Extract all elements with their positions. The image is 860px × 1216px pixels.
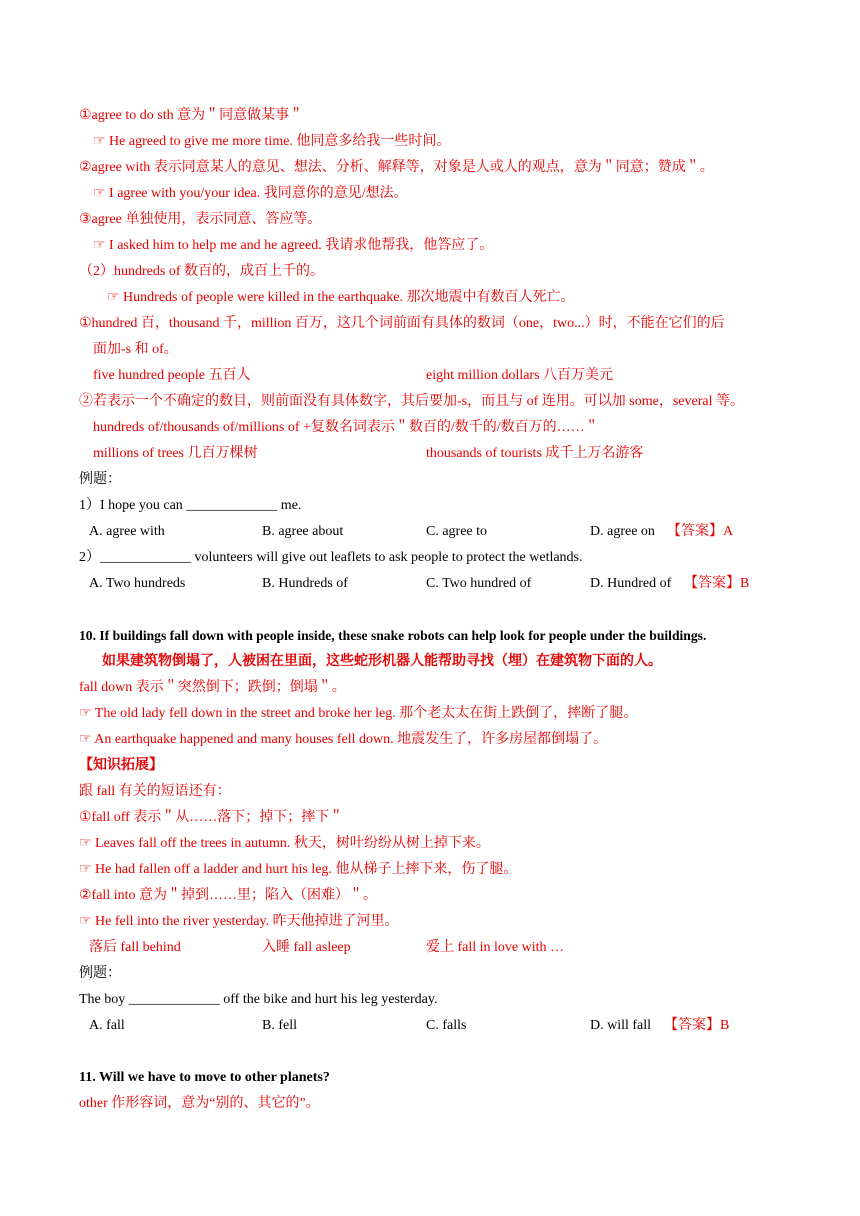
example-label: 例题：	[79, 966, 121, 981]
text-line: ①hundred 百，thousand 千，million 百万，这几个词前面有具体的数词（one，two...）时，不能在它们的后	[79, 316, 725, 331]
text-line: ③agree 单独使用，表示同意、答应等。	[79, 212, 322, 227]
text-line: ①agree to do sth 意为＂同意做某事＂	[79, 108, 304, 123]
answer-label: 【答案】A	[667, 524, 734, 539]
text-line: （2）hundreds of 数百的，成百上千的。	[79, 264, 324, 279]
question-2: 2）_____________ volunteers will give out leaflets to ask people to protect the wetlands.	[79, 550, 583, 565]
section-heading: 10. If buildings fall down with people inside, these snake robots can help look for people under the buildings.	[79, 628, 707, 643]
example-sentence: ☞ Hundreds of people were killed in the earthquake. 那次地震中有数百人死亡。	[107, 290, 575, 305]
option-a: A. fall	[89, 1018, 125, 1033]
text-line: ①fall off 表示＂从……落下；掉下；摔下＂	[79, 810, 344, 825]
section-heading: 11. Will we have to move to other planets?	[79, 1070, 330, 1085]
phrase-example: millions of trees 几百万棵树	[93, 446, 258, 461]
answer-label: 【答案】B	[664, 1018, 730, 1033]
text-line: ②fall into 意为＂掉到……里；陷入（困难）＂。	[79, 888, 377, 903]
phrase-example: five hundred people 五百人	[93, 368, 251, 383]
phrase-example: 爱上 fall in love with …	[426, 940, 565, 955]
option-c: C. falls	[426, 1018, 467, 1033]
option-a: A. agree with	[89, 524, 165, 539]
option-b: B. agree about	[262, 524, 344, 539]
option-d: D. will fall	[590, 1018, 652, 1033]
text-line: 面加-s 和 of。	[93, 342, 178, 357]
text-line: ②agree with 表示同意某人的意见、想法、分析、解释等，对象是人或人的观点，意为＂同意；赞成＂。	[79, 160, 714, 175]
text-line: 跟 fall 有关的短语还有：	[79, 784, 231, 799]
option-c: C. agree to	[426, 524, 488, 539]
text-line: other 作形容词，意为“别的、其它的”。	[79, 1096, 320, 1111]
text-line: ②若表示一个不确定的数目，则前面没有具体数字，其后要加-s，而且与 of 连用。可以加 some，several 等。	[79, 394, 744, 409]
example-sentence: ☞ An earthquake happened and many houses fell down. 地震发生了，许多房屋都倒塌了。	[79, 732, 608, 747]
option-d: D. Hundred of	[590, 576, 672, 591]
section-heading-translation: 如果建筑物倒塌了，人被困在里面，这些蛇形机器人能帮助寻找（埋）在建筑物下面的人。	[102, 654, 662, 669]
text-line: fall down 表示＂突然倒下；跌倒；倒塌＂。	[79, 680, 346, 695]
example-sentence: ☞ He fell into the river yesterday. 昨天他掉进了河里。	[79, 914, 399, 929]
example-sentence: ☞ The old lady fell down in the street and broke her leg. 那个老太太在街上跌倒了，摔断了腿。	[79, 706, 638, 721]
example-sentence: ☞ He had fallen off a ladder and hurt his leg. 他从梯子上摔下来，伤了腿。	[79, 862, 518, 877]
example-sentence: ☞ I asked him to help me and he agreed. 我请求他帮我，他答应了。	[93, 238, 494, 253]
knowledge-extension-label: 【知识拓展】	[79, 758, 163, 773]
answer-label: 【答案】B	[684, 576, 750, 591]
example-sentence: ☞ Leaves fall off the trees in autumn. 秋天，树叶纷纷从树上掉下来。	[79, 836, 490, 851]
question: The boy _____________ off the bike and hurt his leg yesterday.	[79, 992, 438, 1007]
example-sentence: ☞ I agree with you/your idea. 我同意你的意见/想法。	[93, 186, 408, 201]
option-c: C. Two hundred of	[426, 576, 532, 591]
option-a: A. Two hundreds	[89, 576, 186, 591]
question-1: 1）I hope you can _____________ me.	[79, 498, 302, 513]
option-d: D. agree on	[590, 524, 655, 539]
phrase-example: 落后 fall behind	[89, 940, 181, 955]
text-line: hundreds of/thousands of/millions of +复数名词表示＂数百的/数千的/数百万的……＂	[93, 420, 599, 435]
phrase-example: eight million dollars 八百万美元	[426, 368, 614, 383]
phrase-example: 入睡 fall asleep	[262, 940, 351, 955]
example-sentence: ☞ He agreed to give me more time. 他同意多给我一些时间。	[93, 134, 451, 149]
option-b: B. fell	[262, 1018, 297, 1033]
example-label: 例题：	[79, 472, 121, 487]
phrase-example: thousands of tourists 成千上万名游客	[426, 446, 644, 461]
option-b: B. Hundreds of	[262, 576, 348, 591]
